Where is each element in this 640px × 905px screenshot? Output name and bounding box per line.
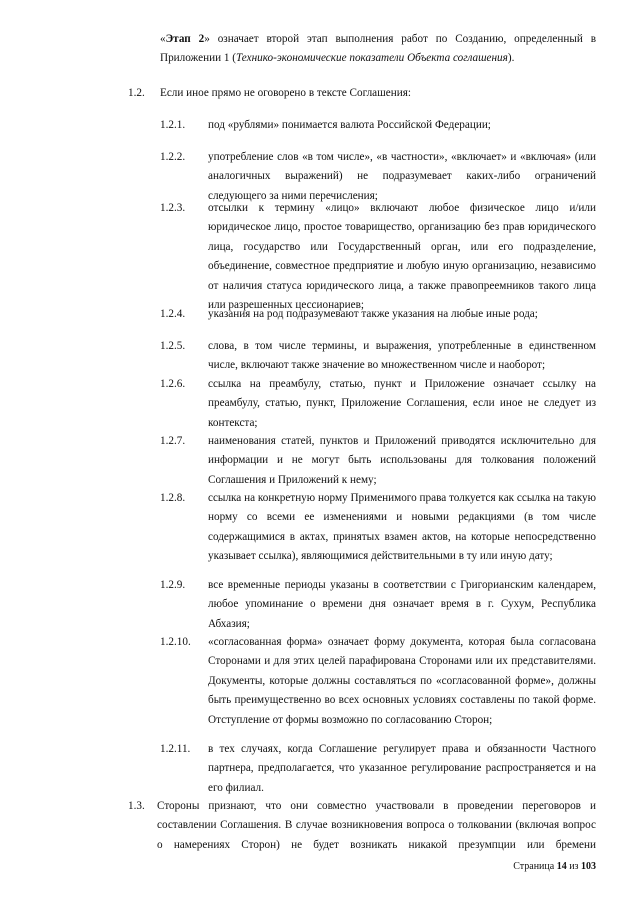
- intro-mid: » означает второй этап выполнения работ по Созданию, определенный в Приложении 1 (: [160, 33, 596, 65]
- item-number: 1.2.8.: [160, 492, 186, 504]
- clause-1-2-text: Если иное прямо не оговорено в тексте Соглашения:: [160, 87, 411, 99]
- item-text: употребление слов «в том числе», «в частности», «включает» и «включая» (или аналогичных выражений) не подразумевает каких-либо ограничений следующего за ними перечисления;: [208, 151, 596, 202]
- item-text: наименования статей, пунктов и Приложений приводятся исключительно для информации и не могут быть использованы для толкования положений Соглашения и Приложений к нему;: [208, 435, 596, 486]
- item-number: 1.2.10.: [160, 636, 191, 648]
- item-number: 1.2.7.: [160, 435, 186, 447]
- item-text: «согласованная форма» означает форму документа, которая была согласована Сторонами и для этих целей парафирована Сторонами или их представителями. Документы, которые должны составляться по «согласованной форме», должны быть преимущественно во всех основных условиях составлены по такой форме. Отступление от формы возможно по согласованию Сторон;: [208, 636, 596, 726]
- footer-separator: из: [569, 861, 579, 872]
- intro-post: ).: [507, 52, 515, 65]
- item-text: в тех случаях, когда Соглашение регулирует права и обязанности Частного партнера, предполагается, что указанное регулирование распространяется и на его филиал.: [208, 743, 596, 794]
- page-footer: [513, 861, 596, 873]
- item-number: 1.2.9.: [160, 579, 186, 591]
- footer-prefix: Страница: [513, 861, 555, 872]
- item-text: указания на род подразумевают также указания на любые иные рода;: [208, 308, 538, 320]
- footer-page-number: 14: [556, 861, 567, 872]
- clause-1-3-number: 1.3.: [128, 800, 145, 812]
- item-number: 1.2.4.: [160, 308, 186, 320]
- item-number: 1.2.2.: [160, 151, 186, 163]
- clause-1-3-text: Стороны признают, что они совместно участвовали в проведении переговоров и составлении Соглашения. В случае возникновения вопроса о толковании (включая вопрос о намерениях Сторон) не будет возникать никакой презумпции или бремени: [157, 800, 596, 851]
- item-text: слова, в том числе термины, и выражения, употребленные в единственном числе, включают также значение во множественном числе и наоборот;: [208, 340, 596, 372]
- item-number: 1.2.6.: [160, 378, 186, 390]
- item-number: 1.2.3.: [160, 202, 186, 214]
- item-number: 1.2.1.: [160, 119, 186, 131]
- item-text: ссылка на преамбулу, статью, пункт и Приложение означает ссылку на преамбулу, статью, пункт, Приложение Соглашения, если иное не следует из контекста;: [208, 378, 596, 429]
- item-text: под «рублями» понимается валюта Российской Федерации;: [208, 119, 491, 131]
- item-number: 1.2.5.: [160, 340, 186, 352]
- intro-italic: Технико-экономические показатели Объекта соглашения: [235, 52, 508, 65]
- intro-paragraph: [160, 30, 596, 69]
- item-text: отсылки к термину «лицо» включают любое физическое лицо и/или юридическое лицо, простое товарищество, организацию без прав юридического лица, государство или Государственный орган, или его подразделение, объединение, совместное предприятие и любую иную организацию, независимо от наличия статуса юридического лица, а также правопреемников такого лица или разрешенных цессионариев;: [208, 202, 596, 312]
- footer-total-pages: 103: [581, 861, 596, 872]
- clause-1-2-number: 1.2.: [128, 87, 145, 99]
- intro-term: Этап 2: [165, 33, 205, 45]
- item-text: все временные периоды указаны в соответствии с Григорианским календарем, любое упоминание о времени дня означает время в г. Сухум, Республика Абхазия;: [208, 579, 596, 630]
- intro-pre: «: [160, 33, 166, 45]
- item-text: ссылка на конкретную норму Применимого права толкуется как ссылка на такую норму со всеми ее изменениями и новыми редакциями (в том числе содержащимися в актах, принятых взамен актов, на которые непосредственно указывает ссылка), являющимися действительными в ту или иную дату;: [208, 492, 596, 563]
- item-number: 1.2.11.: [160, 743, 191, 755]
